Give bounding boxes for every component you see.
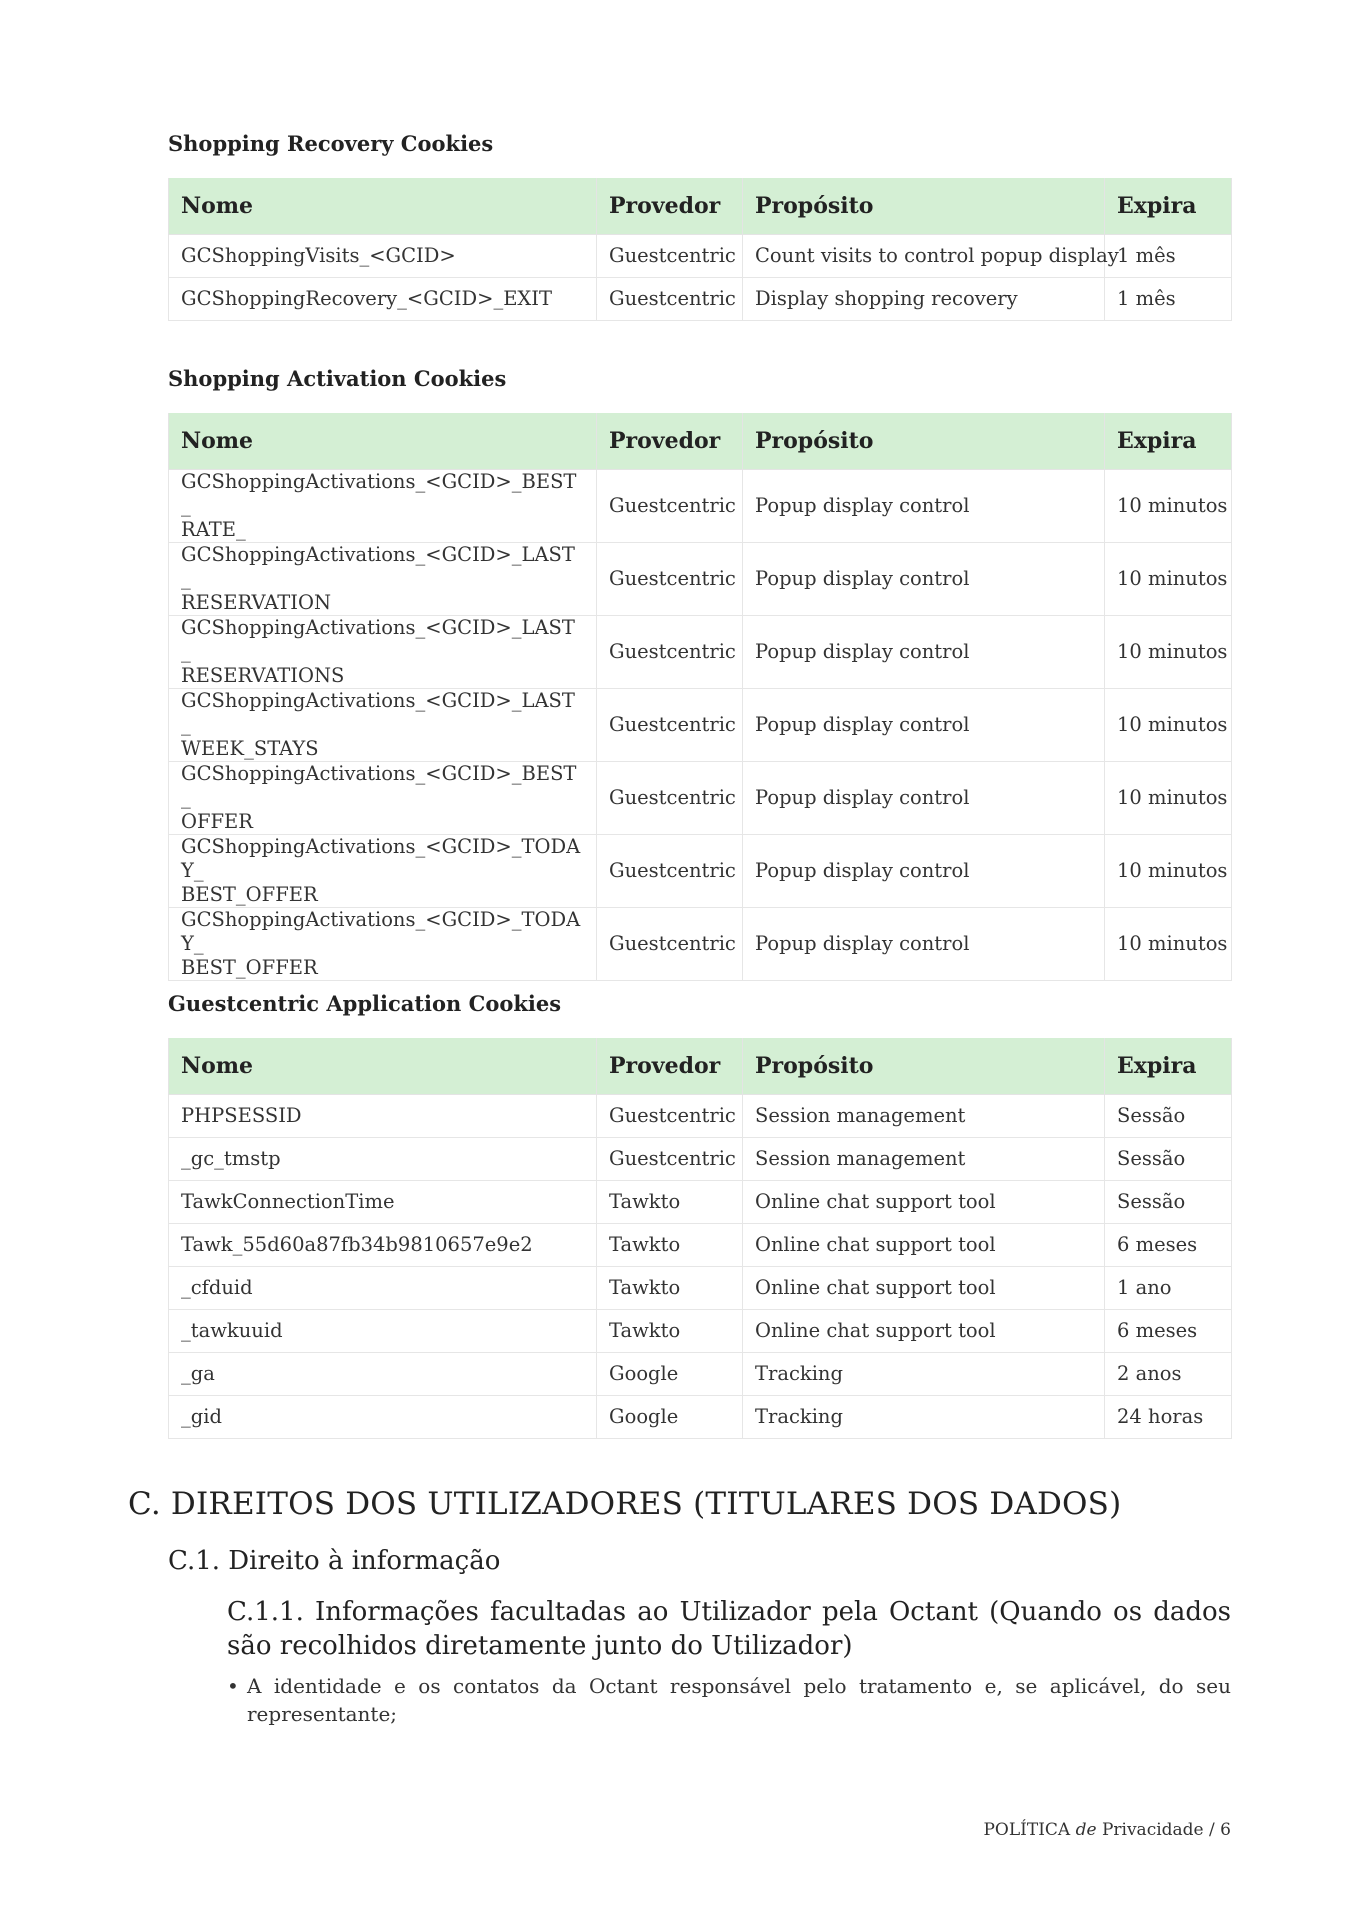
cell-purpose: Popup display control xyxy=(743,543,1105,616)
cell-provider: Tawkto xyxy=(597,1310,743,1353)
cell-purpose: Display shopping recovery xyxy=(743,278,1105,321)
cell-provider: Guestcentric xyxy=(597,470,743,543)
cell-name xyxy=(169,835,597,908)
cell-name: GCShoppingRecovery_<GCID>_EXIT xyxy=(169,278,597,321)
cell-name-line-1: GCShoppingActivations_<GCID>_BEST_ xyxy=(181,470,577,517)
cell-provider: Tawkto xyxy=(597,1267,743,1310)
column-header-purpose: Propósito xyxy=(743,413,1105,470)
cell-name: _gc_tmstp xyxy=(169,1138,597,1181)
cell-purpose: Online chat support tool xyxy=(743,1310,1105,1353)
section-title-shopping-activation: Shopping Activation Cookies xyxy=(168,366,507,391)
cell-expires: Sessão xyxy=(1105,1095,1232,1138)
cell-purpose: Tracking xyxy=(743,1353,1105,1396)
cell-name: PHPSESSID xyxy=(169,1095,597,1138)
table-shopping-recovery xyxy=(168,178,1232,321)
cell-provider: Guestcentric xyxy=(597,689,743,762)
section-title-shopping-recovery: Shopping Recovery Cookies xyxy=(168,131,494,156)
column-header-purpose: Propósito xyxy=(743,178,1105,235)
cell-provider: Guestcentric xyxy=(597,835,743,908)
cell-name xyxy=(169,616,597,689)
cell-name: TawkConnectionTime xyxy=(169,1181,597,1224)
cell-name-line-1: GCShoppingActivations_<GCID>_BEST_ xyxy=(181,762,577,809)
cell-purpose: Popup display control xyxy=(743,470,1105,543)
cell-purpose: Online chat support tool xyxy=(743,1267,1105,1310)
table-row xyxy=(169,1396,1232,1439)
section-heading-c: C. DIREITOS DOS UTILIZADORES (TITULARES DOS DADOS) xyxy=(128,1486,1122,1522)
table-application xyxy=(168,1038,1232,1439)
list-item-text: A identidade e os contatos da Octant responsável pelo tratamento e, se aplicável, do seu representante; xyxy=(247,1674,1231,1726)
table-row xyxy=(169,1224,1232,1267)
cell-name: GCShoppingVisits_<GCID> xyxy=(169,235,597,278)
cell-name xyxy=(169,762,597,835)
cell-name-line-1: GCShoppingActivations_<GCID>_LAST_ xyxy=(181,689,575,736)
cell-purpose: Session management xyxy=(743,1138,1105,1181)
sub-sub-heading-c11: C.1.1. Informações facultadas ao Utilizador pela Octant (Quando os dados são recolhidos diretamente junto do Utilizador) xyxy=(227,1597,1231,1661)
cell-expires: 1 ano xyxy=(1105,1267,1232,1310)
bullet-list xyxy=(227,1672,1231,1728)
column-header-purpose: Propósito xyxy=(743,1038,1105,1095)
cell-expires: 10 minutos xyxy=(1105,689,1232,762)
cell-purpose: Popup display control xyxy=(743,616,1105,689)
cell-purpose: Popup display control xyxy=(743,908,1105,981)
page-footer xyxy=(983,1820,1231,1840)
table-row xyxy=(169,1138,1232,1181)
cell-purpose: Count visits to control popup display xyxy=(743,235,1105,278)
cell-name xyxy=(169,470,597,543)
table-row xyxy=(169,762,1232,835)
cell-expires: 2 anos xyxy=(1105,1353,1232,1396)
table-row xyxy=(169,235,1232,278)
column-header-name: Nome xyxy=(169,413,597,470)
cell-name: _tawkuuid xyxy=(169,1310,597,1353)
table-row xyxy=(169,1095,1232,1138)
table-row xyxy=(169,835,1232,908)
cell-name xyxy=(169,543,597,616)
cell-provider: Guestcentric xyxy=(597,1095,743,1138)
cell-expires: 1 mês xyxy=(1105,235,1232,278)
cell-purpose: Popup display control xyxy=(743,689,1105,762)
cell-expires: 1 mês xyxy=(1105,278,1232,321)
footer-prefix: POLÍTICA xyxy=(983,1820,1071,1840)
cell-provider: Guestcentric xyxy=(597,543,743,616)
cell-purpose: Popup display control xyxy=(743,835,1105,908)
cell-expires: 6 meses xyxy=(1105,1310,1232,1353)
cell-name-line-2: BEST_OFFER xyxy=(181,956,318,979)
table-row xyxy=(169,470,1232,543)
cell-expires: Sessão xyxy=(1105,1181,1232,1224)
table-header-row xyxy=(169,413,1232,470)
table-row xyxy=(169,278,1232,321)
cell-provider: Guestcentric xyxy=(597,235,743,278)
sub-heading-c1: C.1. Direito à informação xyxy=(168,1546,501,1576)
cell-purpose: Online chat support tool xyxy=(743,1181,1105,1224)
column-header-name: Nome xyxy=(169,178,597,235)
cell-name xyxy=(169,908,597,981)
cell-name-line-2: BEST_OFFER xyxy=(181,883,318,906)
table-row xyxy=(169,689,1232,762)
column-header-expires: Expira xyxy=(1105,178,1232,235)
cell-name-line-1: GCShoppingActivations_<GCID>_LAST_ xyxy=(181,616,575,663)
bullet-icon: • xyxy=(227,1674,239,1698)
table-row xyxy=(169,1310,1232,1353)
cell-provider: Tawkto xyxy=(597,1224,743,1267)
table-row xyxy=(169,1353,1232,1396)
footer-separator: / xyxy=(1209,1820,1215,1840)
cell-name-line-1: GCShoppingActivations_<GCID>_TODAY_ xyxy=(181,908,581,955)
cell-expires: 10 minutos xyxy=(1105,543,1232,616)
column-header-expires: Expira xyxy=(1105,413,1232,470)
column-header-provider: Provedor xyxy=(597,413,743,470)
footer-italic: de xyxy=(1075,1820,1097,1840)
list-item xyxy=(227,1672,1231,1728)
cell-name: _gid xyxy=(169,1396,597,1439)
table-shopping-activation xyxy=(168,413,1232,981)
table-row xyxy=(169,543,1232,616)
section-title-application: Guestcentric Application Cookies xyxy=(168,991,562,1016)
cell-expires: 10 minutos xyxy=(1105,616,1232,689)
cell-name: _cfduid xyxy=(169,1267,597,1310)
table-row xyxy=(169,1181,1232,1224)
cell-name-line-2: RESERVATION xyxy=(181,591,332,614)
cell-name xyxy=(169,689,597,762)
cell-expires: 10 minutos xyxy=(1105,908,1232,981)
cell-expires: 10 minutos xyxy=(1105,835,1232,908)
table-header-row xyxy=(169,178,1232,235)
column-header-provider: Provedor xyxy=(597,1038,743,1095)
table-row xyxy=(169,616,1232,689)
cell-name-line-1: GCShoppingActivations_<GCID>_TODAY_ xyxy=(181,835,581,882)
cell-purpose: Session management xyxy=(743,1095,1105,1138)
cell-expires: 10 minutos xyxy=(1105,762,1232,835)
cell-expires: Sessão xyxy=(1105,1138,1232,1181)
cell-name-line-2: OFFER xyxy=(181,810,253,833)
cell-name-line-2: RATE_ xyxy=(181,518,246,541)
cell-provider: Tawkto xyxy=(597,1181,743,1224)
table-header-row xyxy=(169,1038,1232,1095)
cell-purpose: Online chat support tool xyxy=(743,1224,1105,1267)
column-header-provider: Provedor xyxy=(597,178,743,235)
column-header-expires: Expira xyxy=(1105,1038,1232,1095)
cell-name: _ga xyxy=(169,1353,597,1396)
cell-expires: 24 horas xyxy=(1105,1396,1232,1439)
cell-provider: Google xyxy=(597,1353,743,1396)
column-header-name: Nome xyxy=(169,1038,597,1095)
cell-provider: Guestcentric xyxy=(597,616,743,689)
cell-purpose: Popup display control xyxy=(743,762,1105,835)
footer-suffix: Privacidade xyxy=(1101,1820,1204,1840)
cell-expires: 10 minutos xyxy=(1105,470,1232,543)
cell-provider: Guestcentric xyxy=(597,762,743,835)
cell-name-line-2: WEEK_STAYS xyxy=(181,737,319,760)
table-row xyxy=(169,1267,1232,1310)
cell-name-line-2: RESERVATIONS xyxy=(181,664,345,687)
cell-expires: 6 meses xyxy=(1105,1224,1232,1267)
cell-provider: Guestcentric xyxy=(597,1138,743,1181)
cell-provider: Google xyxy=(597,1396,743,1439)
page-number: 6 xyxy=(1220,1820,1231,1840)
cell-purpose: Tracking xyxy=(743,1396,1105,1439)
cell-name-line-1: GCShoppingActivations_<GCID>_LAST_ xyxy=(181,543,575,590)
table-row xyxy=(169,908,1232,981)
cell-provider: Guestcentric xyxy=(597,908,743,981)
cell-name: Tawk_55d60a87fb34b9810657e9e2 xyxy=(169,1224,597,1267)
cell-provider: Guestcentric xyxy=(597,278,743,321)
